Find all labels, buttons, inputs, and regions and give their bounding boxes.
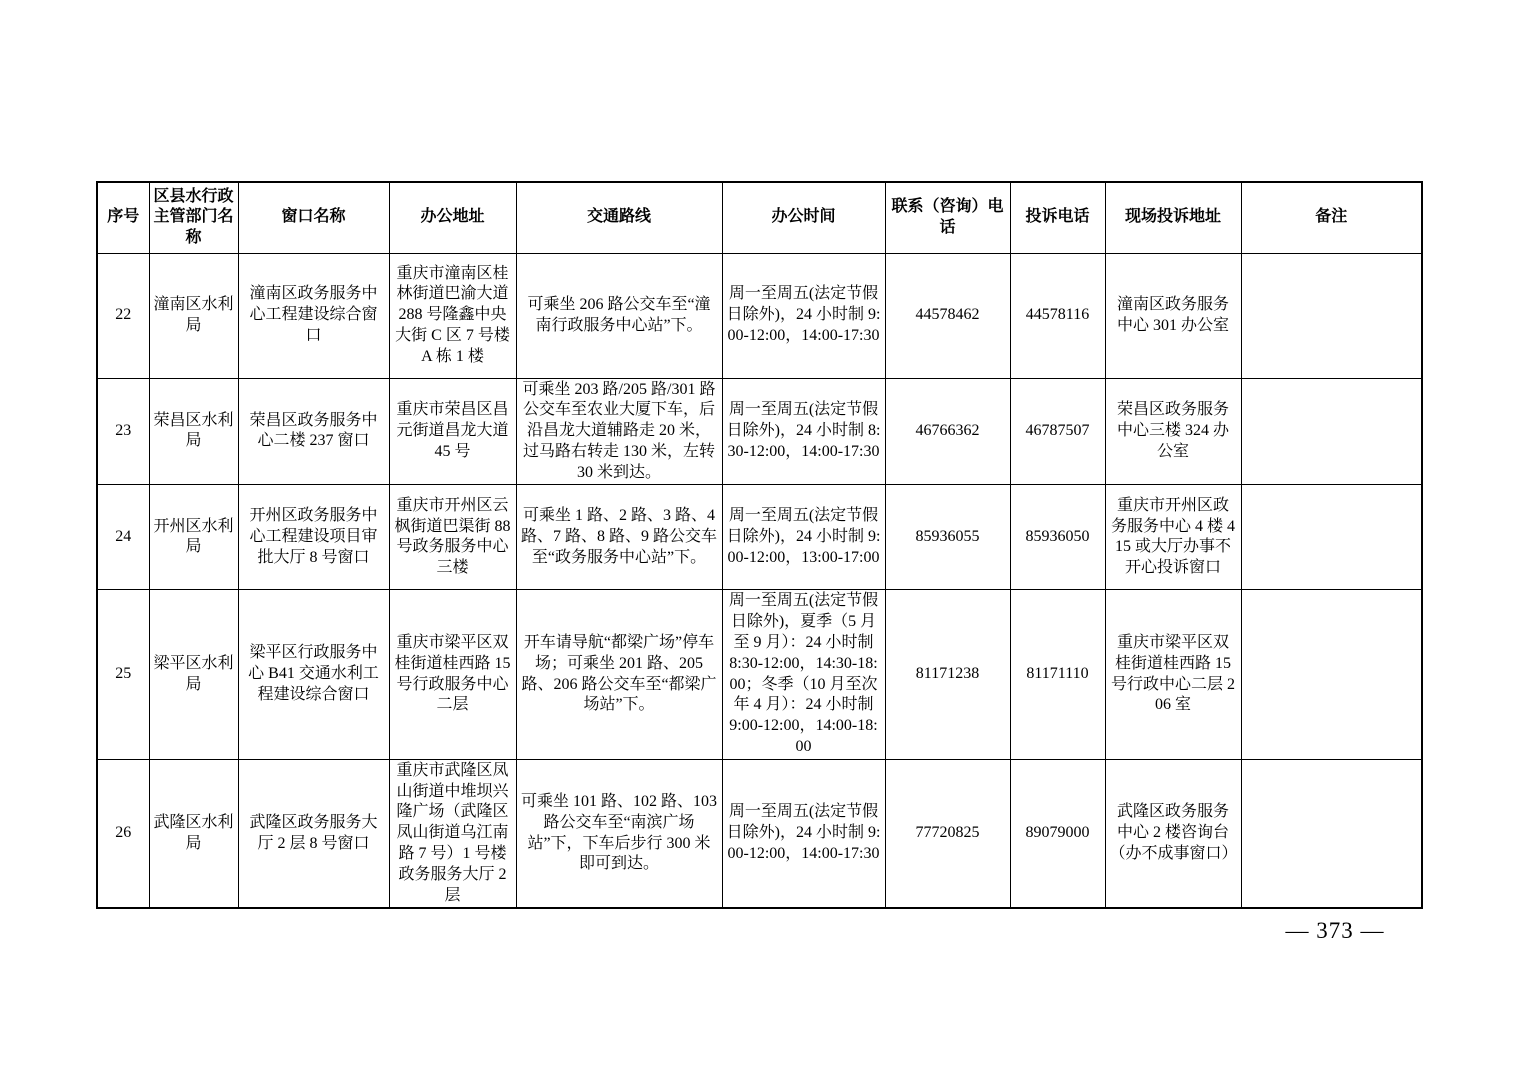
cell-contact-phone: 46766362 xyxy=(885,378,1010,485)
cell-office-address: 重庆市武隆区凤山街道中堆坝兴隆广场（武隆区凤山街道乌江南路 7 号）1 号楼政务服务大厅 2 层 xyxy=(389,759,516,908)
cell-transit-route: 可乘坐 101 路、102 路、103 路公交车至“南滨广场站”下，下车后步行 300 米即可到达。 xyxy=(516,759,722,908)
table-row xyxy=(97,485,1422,590)
cell-complaint-phone: 81171110 xyxy=(1010,590,1105,759)
header-remark: 备注 xyxy=(1241,182,1422,253)
header-office-address: 办公地址 xyxy=(389,182,516,253)
cell-window-name: 梁平区行政服务中心 B41 交通水利工程建设综合窗口 xyxy=(238,590,389,759)
cell-office-hours: 周一至周五(法定节假日除外)，24 小时制 9:00-12:00，14:00-17:30 xyxy=(722,253,885,378)
cell-office-hours: 周一至周五(法定节假日除外)，夏季（5 月至 9 月）：24 小时制 8:30-12:00，14:30-18:00；冬季（10 月至次年 4 月）：24 小时制 9:00-12:00，14:00-18:00 xyxy=(722,590,885,759)
cell-complaint-phone: 46787507 xyxy=(1010,378,1105,485)
cell-contact-phone: 81171238 xyxy=(885,590,1010,759)
cell-seq: 23 xyxy=(97,378,149,485)
table-header-row xyxy=(97,182,1422,253)
header-department: 区县水行政主管部门名称 xyxy=(149,182,238,253)
cell-office-hours: 周一至周五(法定节假日除外)，24 小时制 9:00-12:00，13:00-17:00 xyxy=(722,485,885,590)
cell-department: 开州区水利局 xyxy=(149,485,238,590)
header-transit-route: 交通路线 xyxy=(516,182,722,253)
cell-complaint-phone: 44578116 xyxy=(1010,253,1105,378)
table-row xyxy=(97,378,1422,485)
cell-office-hours: 周一至周五(法定节假日除外)，24 小时制 9:00-12:00，14:00-17:30 xyxy=(722,759,885,908)
cell-office-address: 重庆市荣昌区昌元街道昌龙大道 45 号 xyxy=(389,378,516,485)
cell-remark xyxy=(1241,485,1422,590)
cell-office-hours: 周一至周五(法定节假日除外)，24 小时制 8:30-12:00，14:00-17:30 xyxy=(722,378,885,485)
cell-contact-phone: 44578462 xyxy=(885,253,1010,378)
cell-complaint-address: 荣昌区政务服务中心三楼 324 办公室 xyxy=(1105,378,1241,485)
cell-complaint-address: 武隆区政务服务中心 2 楼咨询台（办不成事窗口） xyxy=(1105,759,1241,908)
table-row xyxy=(97,590,1422,759)
cell-seq: 26 xyxy=(97,759,149,908)
cell-complaint-address: 潼南区政务服务中心 301 办公室 xyxy=(1105,253,1241,378)
water-bureau-window-table xyxy=(96,181,1423,909)
cell-transit-route: 可乘坐 203 路/205 路/301 路公交车至农业大厦下车，后沿昌龙大道辅路走 20 米，过马路右转走 130 米，左转 30 米到达。 xyxy=(516,378,722,485)
cell-complaint-address: 重庆市开州区政务服务中心 4 楼 415 或大厅办事不开心投诉窗口 xyxy=(1105,485,1241,590)
cell-transit-route: 可乘坐 206 路公交车至“潼南行政服务中心站”下。 xyxy=(516,253,722,378)
cell-seq: 24 xyxy=(97,485,149,590)
cell-department: 梁平区水利局 xyxy=(149,590,238,759)
header-window-name: 窗口名称 xyxy=(238,182,389,253)
cell-window-name: 开州区政务服务中心工程建设项目审批大厅 8 号窗口 xyxy=(238,485,389,590)
page-number: — 373 — xyxy=(1285,918,1385,943)
header-office-hours: 办公时间 xyxy=(722,182,885,253)
cell-window-name: 武隆区政务服务大厅 2 层 8 号窗口 xyxy=(238,759,389,908)
cell-department: 武隆区水利局 xyxy=(149,759,238,908)
cell-office-address: 重庆市潼南区桂林街道巴渝大道 288 号隆鑫中央大街 C 区 7 号楼 A 栋 1 楼 xyxy=(389,253,516,378)
cell-complaint-address: 重庆市梁平区双桂街道桂西路 15 号行政中心二层 206 室 xyxy=(1105,590,1241,759)
cell-seq: 25 xyxy=(97,590,149,759)
cell-contact-phone: 85936055 xyxy=(885,485,1010,590)
cell-transit-route: 开车请导航“都梁广场”停车场；可乘坐 201 路、205 路、206 路公交车至“都梁广场站”下。 xyxy=(516,590,722,759)
cell-complaint-phone: 89079000 xyxy=(1010,759,1105,908)
table-row xyxy=(97,759,1422,908)
cell-remark xyxy=(1241,590,1422,759)
cell-window-name: 潼南区政务服务中心工程建设综合窗口 xyxy=(238,253,389,378)
cell-remark xyxy=(1241,378,1422,485)
cell-seq: 22 xyxy=(97,253,149,378)
header-complaint-address: 现场投诉地址 xyxy=(1105,182,1241,253)
cell-window-name: 荣昌区政务服务中心二楼 237 窗口 xyxy=(238,378,389,485)
cell-office-address: 重庆市开州区云枫街道巴渠街 88 号政务服务中心三楼 xyxy=(389,485,516,590)
header-complaint-phone: 投诉电话 xyxy=(1010,182,1105,253)
table-row xyxy=(97,253,1422,378)
cell-remark xyxy=(1241,253,1422,378)
cell-department: 荣昌区水利局 xyxy=(149,378,238,485)
header-contact-phone: 联系（咨询）电话 xyxy=(885,182,1010,253)
cell-transit-route: 可乘坐 1 路、2 路、3 路、4 路、7 路、8 路、9 路公交车至“政务服务中心站”下。 xyxy=(516,485,722,590)
cell-complaint-phone: 85936050 xyxy=(1010,485,1105,590)
cell-remark xyxy=(1241,759,1422,908)
cell-department: 潼南区水利局 xyxy=(149,253,238,378)
header-seq: 序号 xyxy=(97,182,149,253)
cell-contact-phone: 77720825 xyxy=(885,759,1010,908)
cell-office-address: 重庆市梁平区双桂街道桂西路 15 号行政服务中心二层 xyxy=(389,590,516,759)
